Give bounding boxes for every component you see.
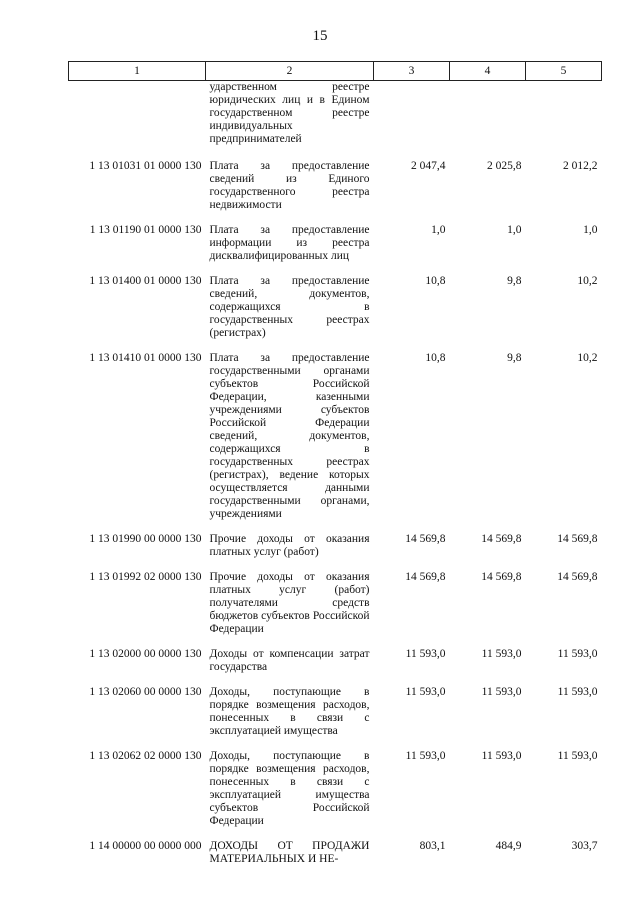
row-value-year-2: 11 593,0 <box>481 750 522 762</box>
table-row <box>69 533 602 571</box>
table-row <box>69 224 602 275</box>
column-header-1: 1 <box>69 62 206 81</box>
row-name: Прочие доходы от оказания платных услуг (работ) <box>209 533 370 558</box>
row-code: 1 13 01410 01 0000 130 <box>89 352 202 364</box>
row-code: 1 13 02060 00 0000 130 <box>89 686 202 698</box>
row-name: Прочие доходы от оказания платных услуг (работ) получателями средств бюджетов субъектов Российской Федерации <box>209 571 370 635</box>
row-name: Плата за предоставление сведений из Единого государственного реестра недвижимости <box>209 160 370 211</box>
table-row <box>69 81 602 161</box>
row-value-year-2: 9,8 <box>507 275 522 287</box>
row-code: 1 13 01990 00 0000 130 <box>89 533 202 545</box>
row-value-year-3: 1,0 <box>583 224 598 236</box>
table-row <box>69 750 602 840</box>
column-header-2: 2 <box>206 62 374 81</box>
row-value-year-3: 11 593,0 <box>557 648 598 660</box>
row-name: Плата за предоставление государственными органами субъектов Российской Федерации, казенными учреждениями субъектов Российской Федерации сведений, документов, содержащихся в государственных реестрах (регистрах), ведение которых осуществляется данными государственными органами, учреждениями <box>209 352 370 520</box>
row-name: Плата за предоставление сведений, документов, содержащихся в государственных реестрах (регистрах) <box>209 275 370 339</box>
page-number: 15 <box>312 28 328 44</box>
table-row <box>69 275 602 352</box>
row-code: 1 13 01031 01 0000 130 <box>89 160 202 172</box>
row-code: 1 13 01400 01 0000 130 <box>89 275 202 287</box>
row-value-year-3: 10,2 <box>577 275 598 287</box>
row-value-year-2: 14 569,8 <box>481 571 522 583</box>
row-value-year-2: 11 593,0 <box>481 686 522 698</box>
row-value-year-2: 14 569,8 <box>481 533 522 545</box>
table-header-row <box>69 62 602 81</box>
row-value-year-1: 2 047,4 <box>411 160 446 172</box>
row-value-year-2: 9,8 <box>507 352 522 364</box>
row-value-year-2: 1,0 <box>507 224 522 236</box>
row-value-year-3: 11 593,0 <box>557 750 598 762</box>
row-code: 1 13 01992 02 0000 130 <box>89 571 202 583</box>
row-value-year-2: 2 025,8 <box>487 160 522 172</box>
row-value-year-2: 484,9 <box>495 840 522 852</box>
table-row <box>69 686 602 750</box>
row-value-year-1: 11 593,0 <box>405 648 446 660</box>
row-code <box>69 81 206 161</box>
row-value-year-2: 11 593,0 <box>481 648 522 660</box>
row-name: Доходы, поступающие в порядке возмещения расходов, понесенных в связи с эксплуатацией имущества субъектов Российской Федерации <box>209 750 370 827</box>
column-header-4: 4 <box>450 62 526 81</box>
row-value-year-3 <box>526 81 602 161</box>
row-code: 1 13 02062 02 0000 130 <box>89 750 202 762</box>
row-value-year-1: 10,8 <box>425 275 446 287</box>
row-value-year-3: 10,2 <box>577 352 598 364</box>
budget-table <box>68 61 602 878</box>
row-value-year-1: 14 569,8 <box>405 533 446 545</box>
row-name: Плата за предоставление информации из реестра дисквалифицированных лиц <box>209 224 370 262</box>
table-body <box>69 81 602 879</box>
row-value-year-1: 803,1 <box>419 840 446 852</box>
row-name: Доходы от компенсации затрат государства <box>209 648 370 673</box>
row-value-year-1: 11 593,0 <box>405 750 446 762</box>
row-code: 1 13 01190 01 0000 130 <box>89 224 202 236</box>
row-code: 1 14 00000 00 0000 000 <box>89 840 202 852</box>
row-name: Доходы, поступающие в порядке возмещения расходов, понесенных в связи с эксплуатацией имущества <box>209 686 370 737</box>
table-row <box>69 571 602 648</box>
row-value-year-1: 1,0 <box>431 224 446 236</box>
table-row <box>69 840 602 878</box>
row-value-year-3: 303,7 <box>571 840 598 852</box>
row-name: ДОХОДЫ ОТ ПРОДАЖИ МАТЕРИАЛЬНЫХ И НЕ- <box>209 840 370 865</box>
row-name: ударственном реестре юридических лиц и в Едином государственном реестре индивидуальных предпринимателей <box>209 81 370 145</box>
row-value-year-2 <box>450 81 526 161</box>
row-value-year-1: 10,8 <box>425 352 446 364</box>
table-row <box>69 160 602 224</box>
table-row <box>69 352 602 533</box>
row-value-year-3: 11 593,0 <box>557 686 598 698</box>
row-value-year-1 <box>374 81 450 161</box>
column-header-3: 3 <box>374 62 450 81</box>
row-code: 1 13 02000 00 0000 130 <box>89 648 202 660</box>
table-row <box>69 648 602 686</box>
row-value-year-1: 14 569,8 <box>405 571 446 583</box>
row-value-year-3: 14 569,8 <box>557 533 598 545</box>
row-value-year-3: 14 569,8 <box>557 571 598 583</box>
row-value-year-3: 2 012,2 <box>563 160 598 172</box>
column-header-5: 5 <box>526 62 602 81</box>
row-value-year-1: 11 593,0 <box>405 686 446 698</box>
